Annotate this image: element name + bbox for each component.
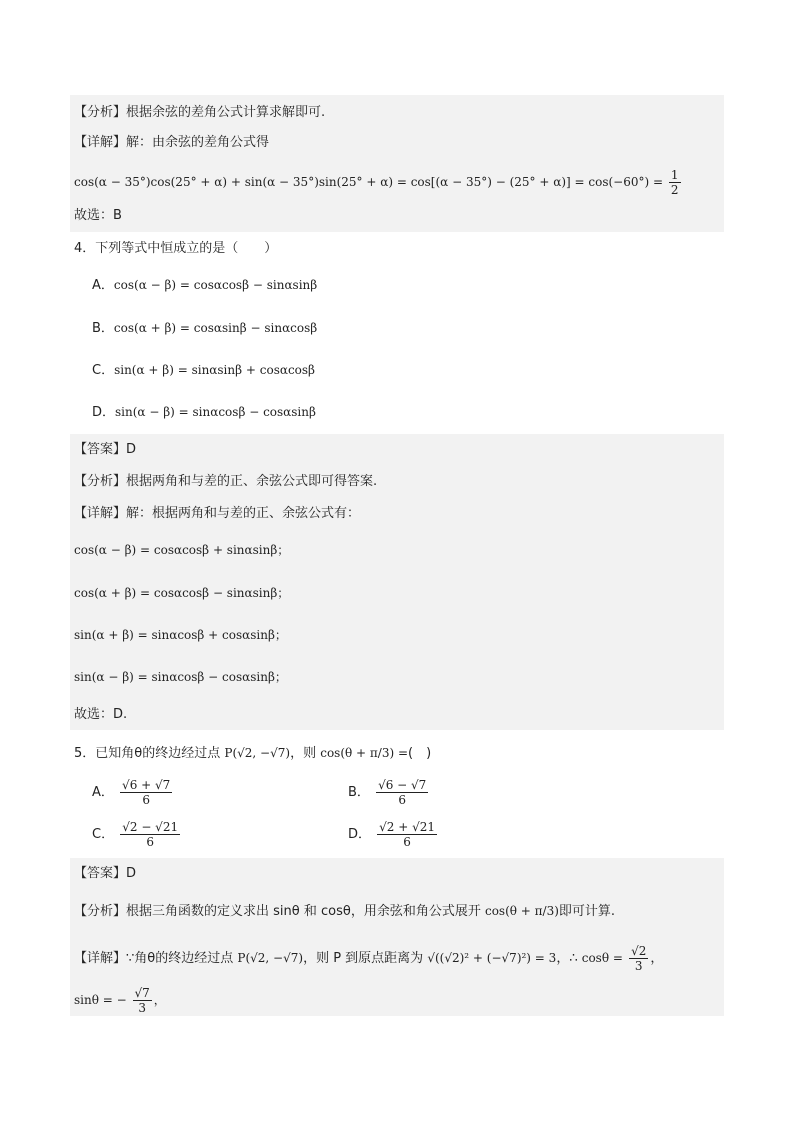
- q5-option-c: C． $\frac{√2 - √21}{6}$: [92, 820, 179, 849]
- q4-option-d: D．sin(α − β) = sinαcosβ − cosαsinβ: [92, 405, 316, 420]
- q4-option-b: B．cos(α + β) = cosαsinβ − sinαcosβ: [92, 321, 318, 336]
- q4-choice: 故选：D.: [74, 707, 128, 722]
- q5-answer: 【答案】D: [74, 866, 137, 881]
- q5-solution-block: [70, 858, 724, 1016]
- q5-option-b: B． $\frac{√6 - √7}{6}$: [348, 778, 427, 807]
- q3-detail: 【详解】解：由余弦的差角公式得: [74, 135, 270, 150]
- q4-option-a: A．cos(α − β) = cosαcosβ − sinαsinβ: [92, 278, 318, 293]
- q4-analysis: 【分析】根据两角和与差的正、余弦公式即可得答案.: [74, 474, 378, 489]
- q4-formula-2: cos(α + β) = cosαcosβ − sinαsinβ；: [74, 586, 290, 600]
- q5-option-d: D． $\frac{√2 + √21}{6}$: [348, 820, 436, 849]
- q3-formula: cos(α − 35°)cos(25° + α) + sin(α − 35°)sin(25° + α) = cos[(α − 35°) − (25° + α)] = cos(−60°) = $\frac{1}{2}$: [74, 168, 679, 197]
- q4-formula-3: sin(α + β) = sinαcosβ + cosαsinβ；: [74, 628, 287, 642]
- q5-stem: 5．已知角θ的终边经过点 P(√2, −√7)，则 cos(θ + π/3) =( ): [74, 746, 432, 761]
- q5-detail: 【详解】∵角θ的终边经过点 P(√2, −√7)，则 P 到原点距离为 √((√2)² + (−√7)²) = 3，∴ cosθ = $\frac{√2}{3}$ ，: [74, 944, 664, 973]
- q4-stem: 4．下列等式中恒成立的是（ ）: [74, 241, 278, 256]
- q5-option-a: A． $\frac{√6 + √7}{6}$: [92, 778, 171, 807]
- q4-formula-4: sin(α − β) = sinαcosβ − cosαsinβ；: [74, 670, 287, 684]
- q5-detail-sin: sinθ = − $\frac{√7}{3}$ ，: [74, 986, 166, 1015]
- q3-analysis: 【分析】根据余弦的差角公式计算求解即可.: [74, 105, 326, 120]
- q3-result-fraction: $\frac{1}{2}$: [670, 168, 679, 197]
- q4-formula-1: cos(α − β) = cosαcosβ + sinαsinβ；: [74, 543, 290, 557]
- q4-option-c: C．sin(α + β) = sinαsinβ + cosαcosβ: [92, 363, 315, 378]
- q4-detail: 【详解】解：根据两角和与差的正、余弦公式有：: [74, 506, 361, 521]
- q3-choice: 故选：B: [74, 208, 122, 223]
- q4-answer: 【答案】D: [74, 442, 137, 457]
- q5-analysis: 【分析】根据三角函数的定义求出 sinθ 和 cosθ，用余弦和角公式展开 cos(θ + π/3)即可计算.: [74, 904, 616, 919]
